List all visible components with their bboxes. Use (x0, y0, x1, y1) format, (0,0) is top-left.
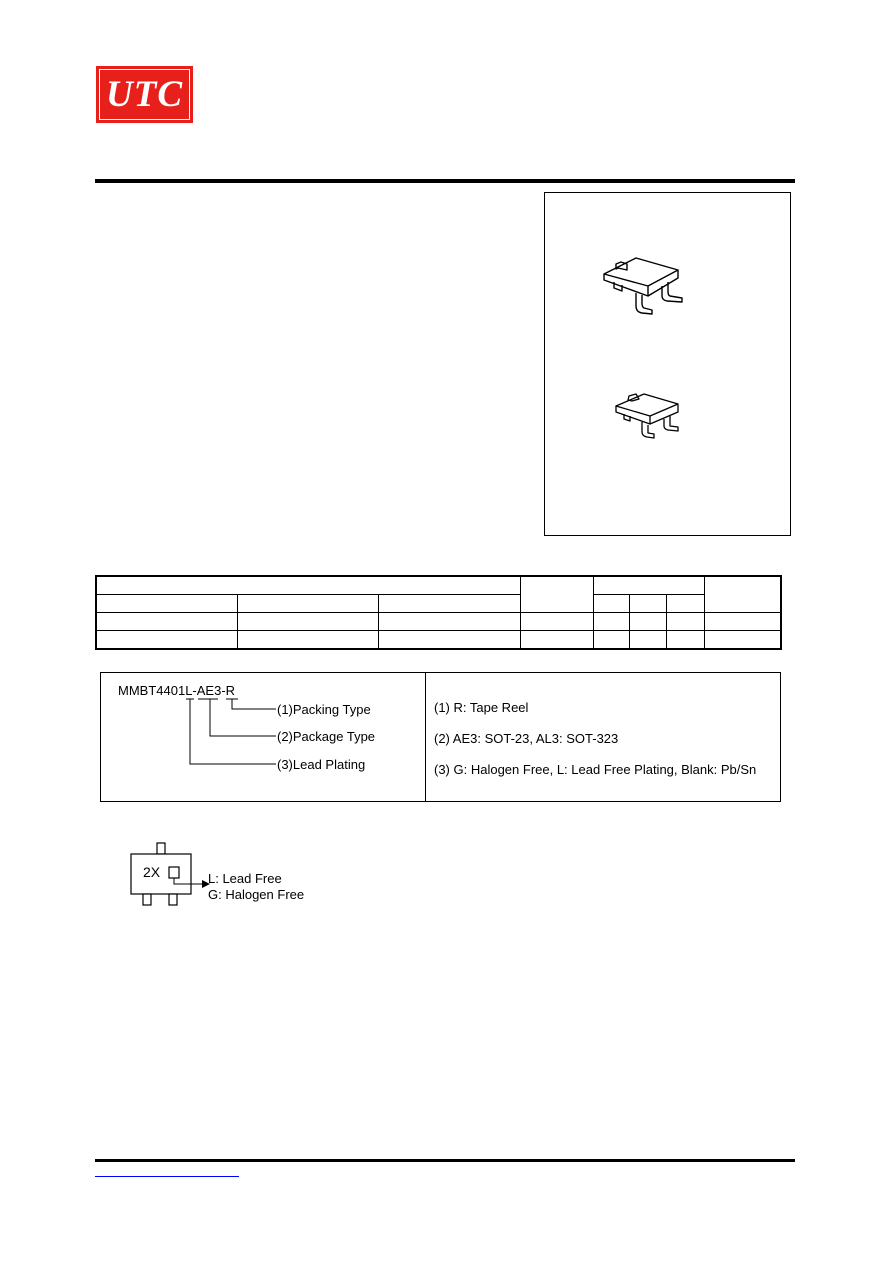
table-cell (96, 576, 520, 595)
marking-legend-lead-free: L: Lead Free (208, 871, 282, 886)
sot23-package-drawing (600, 248, 690, 318)
table-row (96, 631, 781, 650)
table-cell (593, 595, 629, 613)
part-number-code: MMBT4401L-AE3-R (118, 683, 236, 698)
note-package-type: (2) AE3: SOT-23, AL3: SOT-323 (434, 731, 619, 746)
table-cell (704, 576, 781, 613)
table-cell (96, 595, 237, 613)
ordering-info-table (95, 575, 782, 650)
utc-logo (96, 66, 193, 123)
part-number-box-divider (425, 672, 426, 802)
logo-text: UTC (106, 74, 183, 115)
footer-rule (95, 1159, 795, 1162)
table-cell (666, 595, 704, 613)
table-cell (593, 576, 704, 595)
table-row (96, 613, 781, 631)
label-packing-type: (1)Packing Type (277, 702, 371, 717)
table-cell (520, 576, 593, 613)
label-package-type: (2)Package Type (277, 729, 376, 744)
note-packing-type: (1) R: Tape Reel (434, 700, 529, 715)
marking-code: 2X (143, 864, 161, 880)
label-lead-plating: (3)Lead Plating (277, 757, 366, 772)
header-rule (95, 179, 795, 183)
footer-link-underline[interactable] (95, 1176, 239, 1177)
table-subheader-row (96, 595, 781, 613)
table-cell (378, 595, 520, 613)
part-number-leader-lines (180, 696, 280, 772)
table-cell (237, 595, 378, 613)
logo-border (99, 69, 190, 120)
table-header-row (96, 576, 781, 595)
package-image-box (544, 192, 791, 536)
sot323-package-drawing (612, 386, 684, 442)
table-cell (629, 595, 666, 613)
marking-legend-halogen-free: G: Halogen Free (208, 887, 305, 902)
note-lead-plating: (3) G: Halogen Free, L: Lead Free Plating, Blank: Pb/Sn (434, 762, 757, 777)
